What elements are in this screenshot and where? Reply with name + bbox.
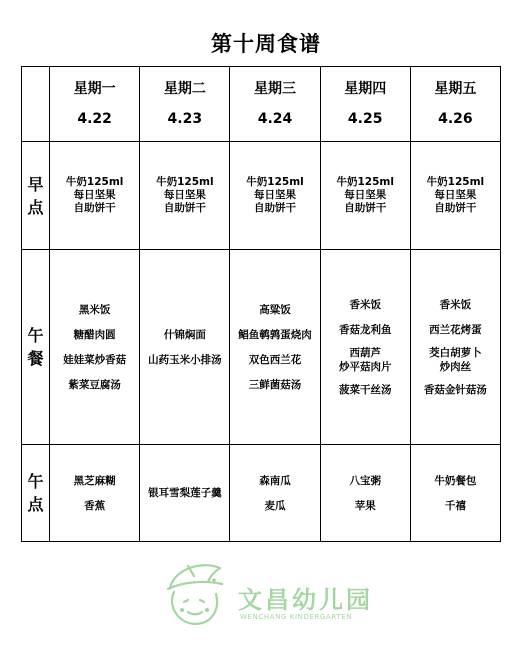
menu-item: 茭白胡萝卜 xyxy=(429,346,482,359)
menu-item: 香菇龙利鱼 xyxy=(338,323,392,336)
day-name: 星期二 xyxy=(163,81,206,97)
snack-cell xyxy=(230,445,320,542)
menu-item: 自助饼干 xyxy=(254,202,297,214)
day-date: 4.26 xyxy=(438,111,473,127)
logo-subtitle: WENCHANG KINDERGARTEN xyxy=(240,613,353,621)
menu-item: 牛奶125ml xyxy=(65,176,124,188)
day-name: 星期三 xyxy=(254,81,297,97)
menu-item: 高粱饭 xyxy=(259,303,291,316)
lunch-cell xyxy=(230,250,320,445)
snack-row xyxy=(22,445,501,542)
breakfast-row xyxy=(22,142,501,250)
menu-item: 银耳雪梨莲子羹 xyxy=(148,487,222,499)
day-date: 4.25 xyxy=(347,111,383,127)
child-face-hat-icon xyxy=(160,558,230,630)
snack-cell xyxy=(140,445,230,542)
menu-item: 每日坚果 xyxy=(434,189,477,201)
menu-item: 牛奶125ml xyxy=(426,176,485,188)
menu-item: 紫菜豆腐汤 xyxy=(68,378,121,391)
day-date: 4.23 xyxy=(167,111,203,127)
menu-item: 每日坚果 xyxy=(73,189,116,201)
menu-item: 三鲜菌菇汤 xyxy=(248,378,302,391)
menu-item: 每日坚果 xyxy=(163,189,206,201)
corner-cell xyxy=(22,67,50,142)
menu-item: 西兰花烤蛋 xyxy=(429,323,482,336)
day-date: 4.22 xyxy=(77,111,112,127)
menu-item: 西葫芦 xyxy=(349,346,381,359)
menu-item: 森南瓜 xyxy=(259,474,291,487)
menu-item: 牛奶125ml xyxy=(246,176,304,188)
menu-item: 八宝粥 xyxy=(349,474,381,487)
menu-item: 自助饼干 xyxy=(434,202,477,214)
day-date: 4.24 xyxy=(257,111,293,127)
menu-item: 娃娃菜炒香菇 xyxy=(63,353,127,366)
menu-item: 香米饭 xyxy=(439,298,472,311)
menu-item: 麦瓜 xyxy=(264,499,286,512)
menu-item: 鲳鱼鹌鹑蛋烧肉 xyxy=(238,328,312,341)
menu-item: 千禧 xyxy=(444,499,466,512)
menu-item: 香蕉 xyxy=(84,499,106,512)
menu-table xyxy=(21,66,501,542)
menu-item: 牛奶125ml xyxy=(156,176,214,188)
kindergarten-logo xyxy=(160,558,390,633)
snack-cell xyxy=(410,445,500,542)
meal-label-snack: 午 点 xyxy=(22,445,50,542)
day-name: 星期五 xyxy=(434,81,477,97)
breakfast-cell xyxy=(320,142,410,250)
lunch-cell xyxy=(140,250,230,445)
menu-item: 双色西兰花 xyxy=(248,353,302,366)
snack-cell xyxy=(320,445,410,542)
meal-label-lunch: 午 餐 xyxy=(22,250,50,445)
day-header-tue xyxy=(140,67,230,142)
menu-item: 每日坚果 xyxy=(344,189,387,201)
menu-item: 炒平菇肉片 xyxy=(338,360,392,373)
day-header-thu xyxy=(320,67,410,142)
menu-item: 牛奶125ml xyxy=(336,176,394,188)
day-header-fri xyxy=(410,67,500,142)
lunch-cell xyxy=(410,250,500,445)
breakfast-cell xyxy=(230,142,320,250)
menu-item: 糖醋肉圆 xyxy=(73,328,116,341)
menu-item: 香菇金针菇汤 xyxy=(423,383,487,396)
lunch-cell xyxy=(320,250,410,445)
page-title: 第十周食谱 xyxy=(211,32,321,56)
menu-item: 炒肉丝 xyxy=(439,360,472,373)
meal-label-breakfast: 早 点 xyxy=(22,142,50,250)
day-header-row xyxy=(22,67,501,142)
menu-item: 菠菜干丝汤 xyxy=(338,383,392,396)
menu-item: 黑芝麻糊 xyxy=(73,474,116,487)
menu-item: 香米饭 xyxy=(349,298,381,311)
menu-item: 自助饼干 xyxy=(344,202,387,214)
breakfast-cell xyxy=(140,142,230,250)
day-name: 星期四 xyxy=(344,81,387,97)
breakfast-cell xyxy=(50,142,140,250)
menu-item: 自助饼干 xyxy=(163,202,206,214)
day-name: 星期一 xyxy=(73,81,116,97)
logo-name: 文昌幼儿园 xyxy=(238,586,373,614)
day-header-wed xyxy=(230,67,320,142)
menu-item: 每日坚果 xyxy=(254,189,297,201)
menu-item: 黑米饭 xyxy=(78,303,111,316)
menu-item: 自助饼干 xyxy=(73,202,116,214)
lunch-cell xyxy=(50,250,140,445)
day-header-mon xyxy=(50,67,140,142)
menu-item: 山药玉米小排汤 xyxy=(148,353,222,366)
snack-cell xyxy=(50,445,140,542)
menu-item: 苹果 xyxy=(354,499,376,512)
lunch-row xyxy=(22,250,501,445)
breakfast-cell xyxy=(410,142,500,250)
menu-item: 什锦焖面 xyxy=(163,328,206,341)
menu-item: 牛奶餐包 xyxy=(434,474,477,487)
